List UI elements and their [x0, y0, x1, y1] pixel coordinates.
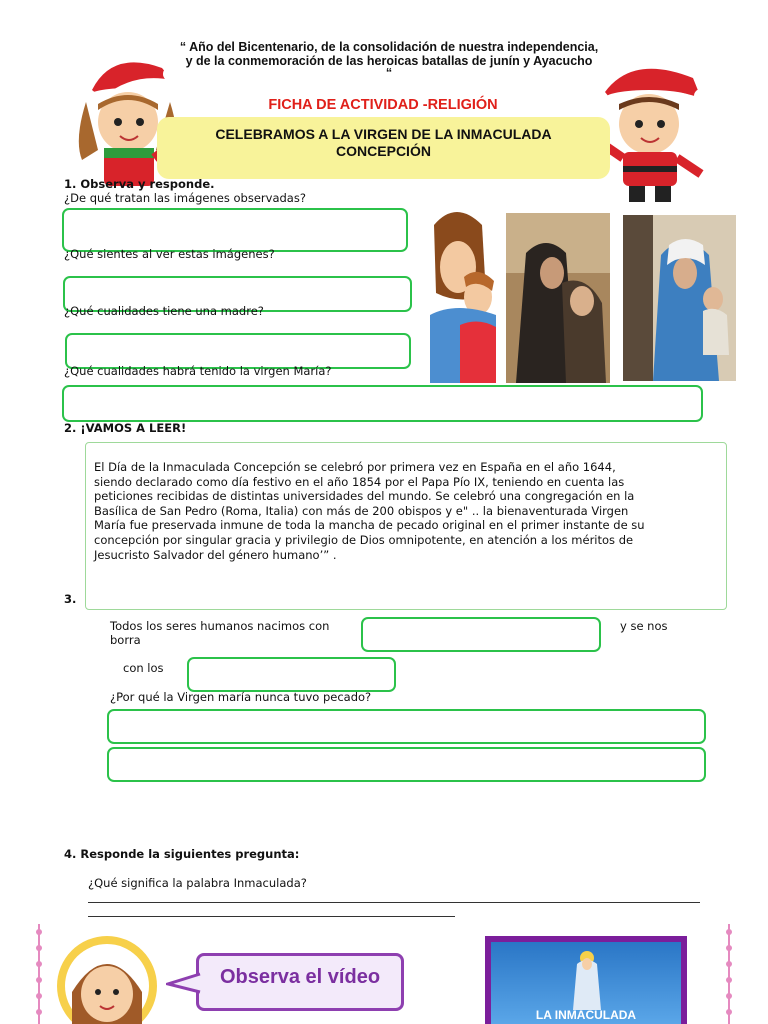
- header-line-3: “: [385, 66, 393, 80]
- answer-box-5[interactable]: [107, 709, 706, 744]
- sentence-1-end: y se nos: [620, 619, 668, 633]
- sentence-1-start: Todos los seres humanos nacimos con: [110, 619, 330, 633]
- virgin-figure-icon: [567, 950, 607, 1010]
- question-4: ¿Qué cualidades habrá tenido la virgen María?: [64, 364, 332, 378]
- sentence-1-cont: borra: [110, 633, 141, 647]
- answer-line-1[interactable]: [88, 902, 700, 903]
- sentence-2: con los: [123, 661, 164, 675]
- answer-box-6[interactable]: [107, 747, 706, 782]
- question-inmaculada: ¿Qué significa la palabra Inmaculada?: [88, 876, 307, 890]
- reading-line: peticiones recibidas de distintas universidades del mundo. Se celebró una congregación en la: [94, 489, 635, 504]
- fill-blank-1[interactable]: [361, 617, 601, 652]
- answer-box-1[interactable]: [62, 208, 408, 252]
- section1-heading: 1. Observa y responde.: [64, 177, 215, 191]
- virgin-mary-photo: [623, 215, 736, 381]
- decorative-border-left: [30, 924, 48, 1024]
- answer-line-2[interactable]: [88, 916, 455, 917]
- section3-number: 3.: [64, 592, 77, 606]
- reading-line: Jesucristo Salvador del género humano’” .: [94, 547, 337, 562]
- reading-line: El Día de la Inmaculada Concepción se celebró por primera vez en España en el año 1644,: [94, 460, 616, 474]
- mother-hug-illustration: [426, 205, 500, 383]
- header-line-2: y de la conmemoración de las heroicas batallas de junín y Ayacucho: [185, 54, 593, 68]
- worksheet-title-line-2: CONCEPCIÓN: [336, 143, 431, 159]
- question-3: ¿Qué cualidades tiene una madre?: [64, 304, 264, 318]
- answer-box-4[interactable]: [62, 385, 703, 422]
- section4-heading: 4. Responde la siguientes pregunta:: [64, 847, 300, 861]
- reading-line: María fue preservada inmune de toda la mancha de pecado original en el primer instante de su: [94, 518, 645, 533]
- worksheet-label: FICHA DE ACTIVIDAD -RELIGIÓN: [268, 97, 498, 113]
- decorative-border-right: [720, 924, 738, 1024]
- mary-cartoon-illustration: [52, 928, 162, 1024]
- mother-child-photo: [506, 213, 610, 383]
- header-line-1: “ Año del Bicentenario, de la consolidación de nuestra independencia,: [179, 40, 599, 54]
- worksheet-title-line-1: CELEBRAMOS A LA VIRGEN DE LA INMACULADA: [215, 126, 552, 142]
- question-why: ¿Por qué la Virgen maría nunca tuvo pecado?: [110, 690, 372, 704]
- reading-line: concepción por singular gracia y privilegio de Dios omnipotente, en atención a los méritos de: [94, 532, 634, 547]
- fill-blank-2[interactable]: [187, 657, 396, 692]
- reading-text: [94, 460, 714, 562]
- question-2: ¿Qué sientes al ver estas imágenes?: [64, 247, 275, 261]
- section2-heading: 2. ¡VAMOS A LEER!: [64, 421, 187, 435]
- question-1: ¿De qué tratan las imágenes observadas?: [64, 191, 306, 205]
- reading-line: Basílica de San Pedro (Roma, Italia) con más de 200 obispos y e" .. la bienaventurada Virgen: [94, 503, 629, 518]
- video-caption: LA INMACULADA: [535, 1008, 637, 1022]
- speech-bubble-text: Observa el vídeo: [219, 966, 381, 988]
- video-thumbnail[interactable]: [485, 936, 687, 1024]
- reading-line: siendo declarado como día festivo en el año 1854 por el Papa Pío IX, teniendo en cuenta las: [94, 474, 625, 489]
